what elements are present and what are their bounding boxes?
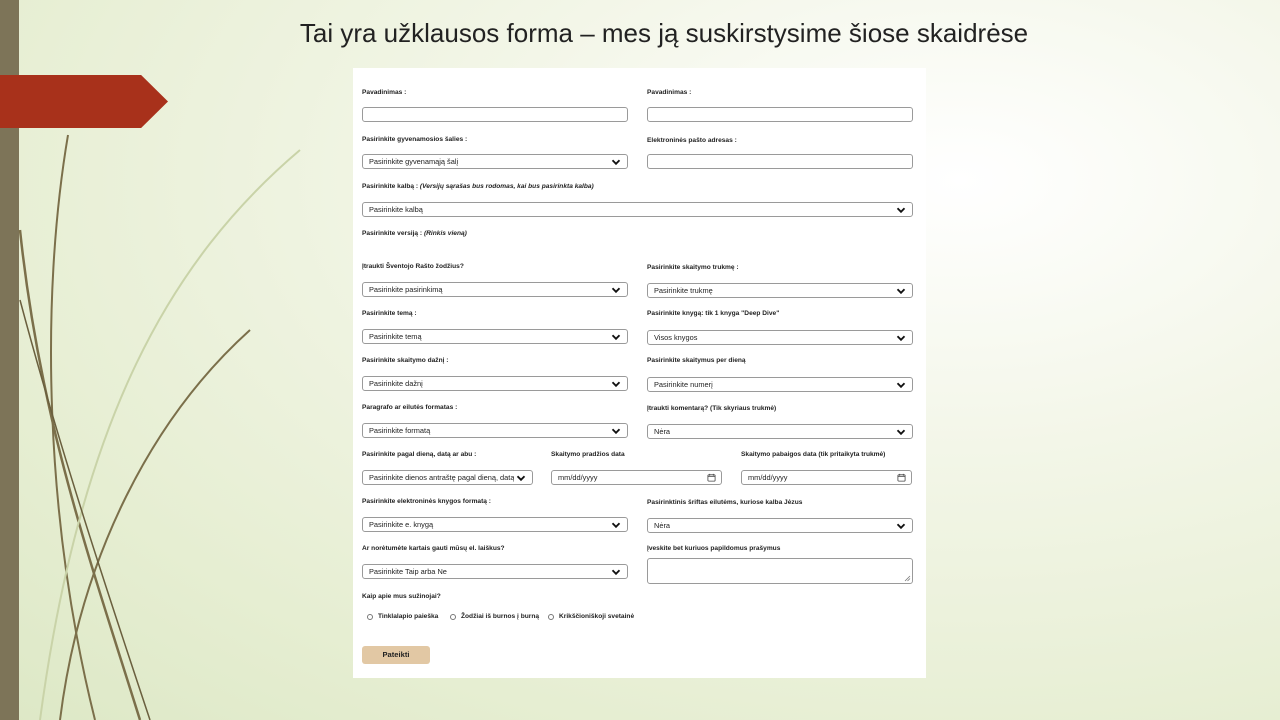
frequency-select[interactable] [362, 376, 628, 391]
source-option-search[interactable] [367, 613, 438, 620]
chevron-down-icon [896, 380, 906, 390]
chevron-down-icon [611, 426, 621, 436]
by-day-select[interactable] [362, 470, 533, 485]
commentary-select-value: Nėra [654, 427, 671, 436]
topic-select[interactable] [362, 329, 628, 344]
name-right-label: Pavadinimas : [647, 89, 692, 96]
scripture-select-value: Pasirinkite pasirinkimą [369, 285, 443, 294]
name-left-label: Pavadinimas : [362, 89, 407, 96]
paragraph-select-value: Pasirinkite formatą [369, 426, 431, 435]
chevron-down-icon [611, 520, 621, 530]
radio-button[interactable] [367, 614, 373, 620]
scripture-select[interactable] [362, 282, 628, 297]
extra-requests-textarea[interactable] [647, 558, 913, 584]
per-day-select-value: Pasirinkite numerį [654, 380, 713, 389]
paragraph-select[interactable] [362, 423, 628, 438]
topic-select-value: Pasirinkite temą [369, 332, 422, 341]
radio-button[interactable] [450, 614, 456, 620]
resize-grip-icon[interactable] [904, 575, 911, 582]
chevron-down-icon [611, 379, 621, 389]
book-select-value: Visos knygos [654, 333, 698, 342]
language-label [362, 183, 594, 190]
language-select-value: Pasirinkite kalbą [369, 205, 423, 214]
language-select[interactable] [362, 202, 913, 217]
font-select[interactable] [647, 518, 913, 533]
source-option-label: Žodžiai iš burnos į burną [461, 613, 540, 620]
per-day-label: Pasirinkite skaitymus per dieną [647, 357, 746, 364]
by-day-label: Pasirinkite pagal dieną, datą ar abu : [362, 451, 477, 458]
chevron-down-icon [611, 157, 621, 167]
by-day-select-value: Pasirinkite dienos antraštę pagal dieną, datą [369, 473, 514, 482]
country-select-value: Pasirinkite gyvenamąją šalį [369, 157, 459, 166]
country-select[interactable] [362, 154, 628, 169]
language-label-text: Pasirinkite kalbą : [362, 183, 419, 190]
language-hint: (Versijų sąrašas bus rodomas, kai bus pasirinkta kalba) [419, 183, 594, 190]
duration-select[interactable] [647, 283, 913, 298]
ebook-select[interactable] [362, 517, 628, 532]
chevron-down-icon [896, 333, 906, 343]
emails-select-value: Pasirinkite Taip arba Ne [369, 567, 447, 576]
chevron-down-icon [896, 286, 906, 296]
frequency-select-value: Pasirinkite dažnį [369, 379, 423, 388]
source-option-christian-site[interactable] [548, 613, 634, 620]
country-label: Pasirinkite gyvenamosios šalies : [362, 136, 468, 143]
name-left-input[interactable] [362, 107, 628, 122]
commentary-select[interactable] [647, 424, 913, 439]
per-day-select[interactable] [647, 377, 913, 392]
chevron-down-icon [896, 521, 906, 531]
duration-select-value: Pasirinkite trukmę [654, 286, 713, 295]
calendar-icon[interactable] [707, 473, 716, 482]
extra-label: Įveskite bet kuriuos papildomus prašymus [647, 545, 781, 552]
commentary-label: Įtraukti komentarą? (Tik skyriaus trukmė) [647, 405, 777, 412]
ebook-label: Pasirinkite elektroninės knygos formatą : [362, 498, 491, 505]
chevron-down-icon [611, 332, 621, 342]
red-arrow-tab [0, 75, 168, 128]
version-label [362, 230, 467, 237]
book-select[interactable] [647, 330, 913, 345]
name-right-input[interactable] [647, 107, 913, 122]
topic-label: Pasirinkite temą : [362, 310, 417, 317]
frequency-label: Pasirinkite skaitymo dažnį : [362, 357, 449, 364]
email-input[interactable] [647, 154, 913, 169]
email-label: Elektroninės pašto adresas : [647, 137, 737, 144]
start-date-label: Skaitymo pradžios data [551, 451, 625, 458]
chevron-down-icon [896, 427, 906, 437]
slide-title: Tai yra užklausos forma – mes ją suskirstysime šiose skaidrėse [299, 18, 1029, 48]
ebook-select-value: Pasirinkite e. knygą [369, 520, 434, 529]
source-label: Kaip apie mus sužinojai? [362, 593, 441, 600]
font-label: Pasirinktinis šriftas eilutėms, kuriose kalba Jėzus [647, 499, 803, 506]
end-date-value: mm/dd/yyyy [748, 473, 788, 482]
emails-select[interactable] [362, 564, 628, 579]
version-hint: (Rinkis vieną) [423, 230, 467, 237]
calendar-icon[interactable] [897, 473, 906, 482]
source-option-word-of-mouth[interactable] [450, 613, 539, 620]
start-date-value: mm/dd/yyyy [558, 473, 598, 482]
chevron-down-icon [611, 567, 621, 577]
source-option-label: Krikščioniškoji svetainė [559, 613, 635, 620]
start-date-input[interactable] [551, 470, 722, 485]
paragraph-label: Paragrafo ar eilutės formatas : [362, 404, 458, 411]
book-label: Pasirinkite knygą: tik 1 knyga "Deep Dive" [647, 310, 780, 317]
chevron-down-icon [611, 285, 621, 295]
version-label-text: Pasirinkite versiją : [362, 230, 423, 237]
chevron-down-icon [516, 473, 526, 483]
end-date-label: Skaitymo pabaigos data (tik pritaikyta trukmė) [741, 451, 886, 458]
duration-label: Pasirinkite skaitymo trukmę : [647, 264, 739, 271]
emails-label: Ar norėtumėte kartais gauti mūsų el. laiškus? [362, 545, 505, 552]
scripture-label: Įtraukti Šventojo Rašto žodžius? [362, 263, 464, 270]
source-option-label: Tinklalapio paieška [378, 613, 439, 620]
chevron-down-icon [896, 205, 906, 215]
submit-button[interactable]: Pateikti [362, 646, 430, 664]
end-date-input[interactable] [741, 470, 912, 485]
font-select-value: Nėra [654, 521, 671, 530]
radio-button[interactable] [548, 614, 554, 620]
